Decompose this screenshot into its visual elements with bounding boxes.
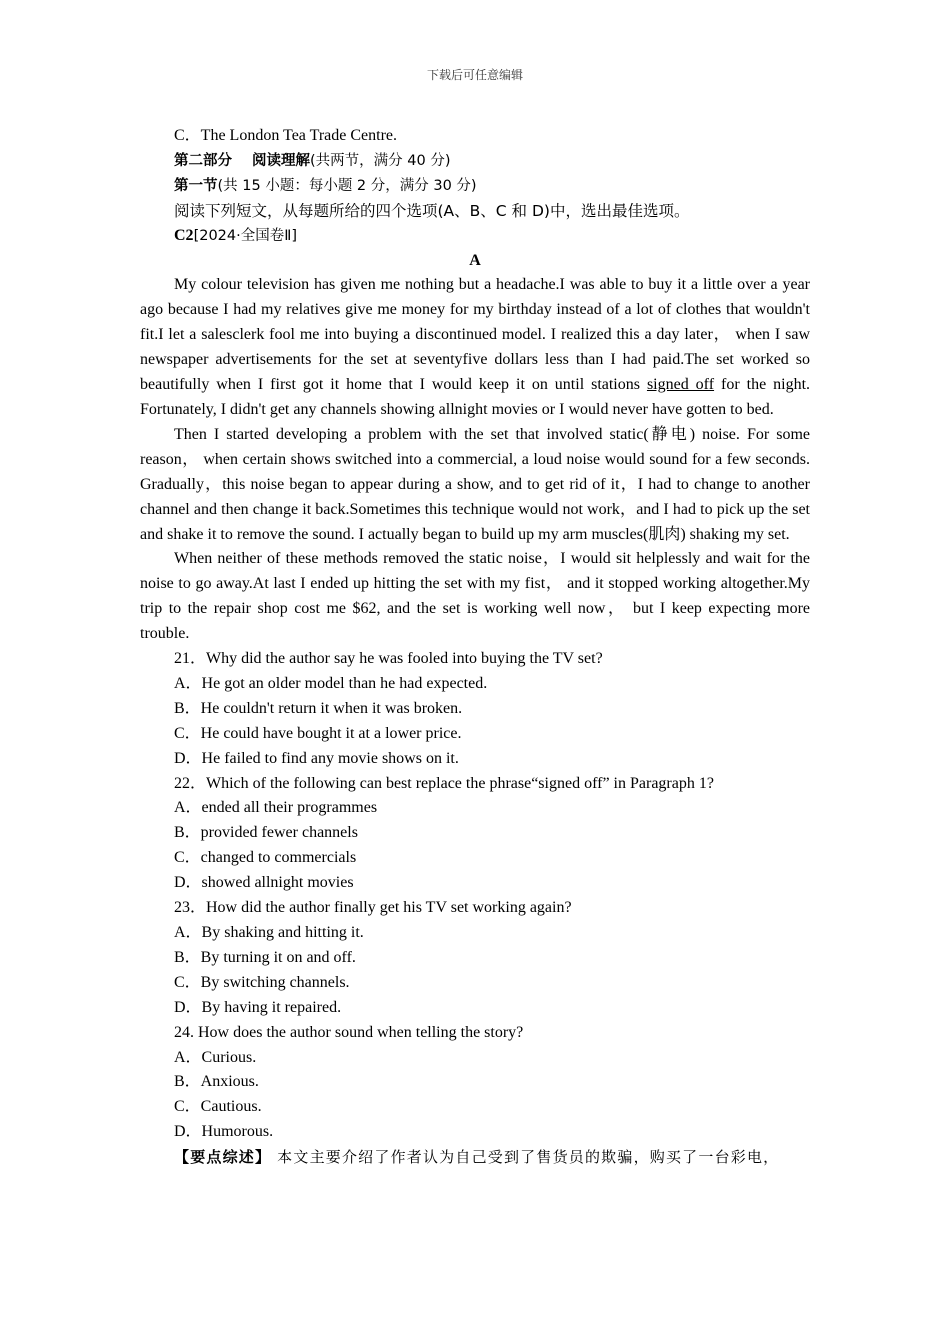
question-22-stem: 22．Which of the following can best replace the phrase“signed off” in Paragraph 1? [174,774,714,792]
question-24-option-b: B．Anxious. [174,1073,259,1091]
page-header: 下载后可任意编辑 [426,68,523,82]
question-24-stem: 24. How does the author sound when telling the story? [174,1023,524,1041]
question-21-option-a: A．He got an older model than he had expected. [174,674,488,692]
summary-label: 【要点综述】 [174,1148,272,1167]
p1-text-after: for the night. Fortunately, I didn't get any channels showing allnight movies or I would never have gotten to bed. [140,376,811,418]
source-code: C2 [174,226,194,244]
question-24-option-a: A．Curious. [174,1048,257,1066]
underlined-phrase: signed off [646,376,715,394]
question-24-option-d: D．Humorous. [174,1123,274,1141]
question-21-stem: 21．Why did the author say he was fooled into buying the TV set? [174,650,603,668]
question-22-option-b: B．provided fewer channels [174,824,358,842]
question-23-option-c: C．By switching channels. [174,973,350,991]
subsection-heading [140,174,810,199]
prev-option-c: C．The London Tea Trade Centre. [174,127,397,144]
section-title: 阅读理解 [252,152,310,169]
summary [140,1145,810,1170]
summary-text: 本文主要介绍了作者认为自己受到了售货员的欺骗，购买了一台彩电， [277,1148,780,1167]
question-22-option-d: D．showed allnight movies [174,874,354,892]
section-heading [140,149,810,174]
passage-paragraph-3: When neither of these methods removed the static noise，I would sit helplessly and wait for the noise to go away.At last I ended up hitting the set with my fist， and it stopped working altogether.My trip to the repair shop cost me $62, and the set is working well now， but I keep expecting more trouble. [140,550,810,643]
section-part: 第二部分 [174,152,232,169]
question-22-option-a: A．ended all their programmes [174,799,378,817]
subsection-title: 第一节 [174,177,218,194]
passage-paragraph-1 [140,273,810,422]
document-body [140,124,810,1170]
p1-text-before: My colour television has given me nothing but a headache.I was able to buy it a little over a year ago because I had my relatives give me money for my birthday instead of a lot of clothes that wouldn't fit.I let a salesclerk fool me into buying a discontinued model. I realized this a day later， when I saw newspaper advertisements for the set at seventyfive dollars less than I had paid.The set worked so beautifully when I first got it home that I would keep it on until stations [140,276,810,394]
question-23-option-b: B．By turning it on and off. [174,948,356,966]
question-24-option-c: C．Cautious. [174,1098,262,1116]
source-ref: [2024·全国卷Ⅱ] [193,227,298,244]
question-23-option-a: A．By shaking and hitting it. [174,924,364,941]
question-21-option-b: B．He couldn't return it when it was broken. [174,699,463,717]
question-21-option-c: C．He could have bought it at a lower price. [174,724,462,742]
question-23-option-d: D．By having it repaired. [174,998,342,1016]
instruction: 阅读下列短文，从每题所给的四个选项(A、B、C 和 D)中，选出最佳选项。 [174,201,690,220]
subsection-detail: (共 15 小题：每小题 2 分，满分 30 分) [217,177,477,194]
question-23-stem: 23．How did the author finally get his TV set working again? [174,899,572,917]
section-detail: (共两节，满分 40 分) [310,152,451,169]
question-21-option-d: D．He failed to find any movie shows on it. [174,749,459,767]
question-22-option-c: C．changed to commercials [174,849,357,867]
source-line [140,224,810,249]
passage-title: A [469,251,481,269]
passage-paragraph-2: Then I started developing a problem with the set that involved static(静电) noise. For some reason， when certain shows switched into a commercial, a loud noise would sound for a few seconds. Gradually，this noise began to appear during a show, and to get rid of it，I had to change to another channel and then change it back.Sometimes this technique would not work，and I had to pick up the set and shake it to remove the sound. I actually began to build up my arm muscles(肌肉) shaking my set. [140,425,810,543]
